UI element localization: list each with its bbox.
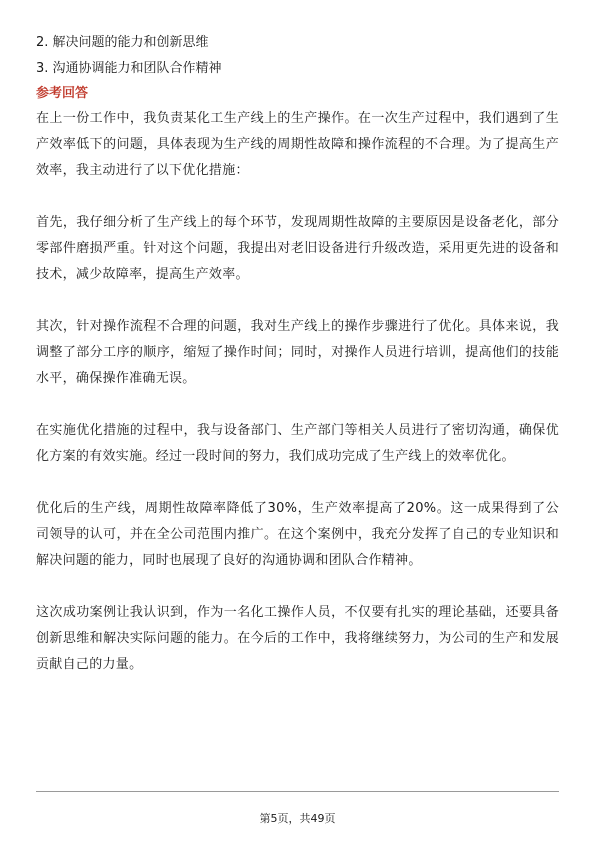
answer-heading: 参考回答 [36, 86, 89, 101]
paragraph-first-step: 首先，我仔细分析了生产线上的每个环节，发现周期性故障的主要原因是设备老化，部分零部件磨损严重。针对这个问题，我提出对老旧设备进行升级改造，采用更先进的设备和技术，减少故障率，提高生产效率。 [36, 215, 559, 282]
page-content [36, 30, 559, 678]
paragraph-implementation: 在实施优化措施的过程中，我与设备部门、生产部门等相关人员进行了密切沟通，确保优化方案的有效实施。经过一段时间的努力，我们成功完成了生产线上的效率优化。 [36, 423, 559, 464]
paragraph-results: 优化后的生产线，周期性故障率降低了30%，生产效率提高了20%。这一成果得到了公司领导的认可，并在全公司范围内推广。在这个案例中，我充分发挥了自己的专业知识和解决问题的能力，同时也展现了良好的沟通协调和团队合作精神。 [36, 501, 559, 568]
paragraph-conclusion: 这次成功案例让我认识到，作为一名化工操作人员，不仅要有扎实的理论基础，还要具备创新思维和解决实际问题的能力。在今后的工作中，我将继续努力，为公司的生产和发展贡献自己的力量。 [36, 605, 559, 672]
list-item-problem-solving: 2. 解决问题的能力和创新思维 [36, 35, 209, 50]
page-number: 第5页，共49页 [259, 812, 336, 825]
footer-divider [36, 791, 559, 792]
paragraph-second-step: 其次，针对操作流程不合理的问题，我对生产线上的操作步骤进行了优化。具体来说，我调整了部分工序的顺序，缩短了操作时间；同时，对操作人员进行培训，提高他们的技能水平，确保操作准确无误。 [36, 319, 559, 386]
paragraph-intro: 在上一份工作中，我负责某化工生产线上的生产操作。在一次生产过程中，我们遇到了生产效率低下的问题，具体表现为生产线的周期性故障和操作流程的不合理。为了提高生产效率，我主动进行了以下优化措施： [36, 111, 559, 178]
list-item-communication: 3. 沟通协调能力和团队合作精神 [36, 61, 222, 76]
